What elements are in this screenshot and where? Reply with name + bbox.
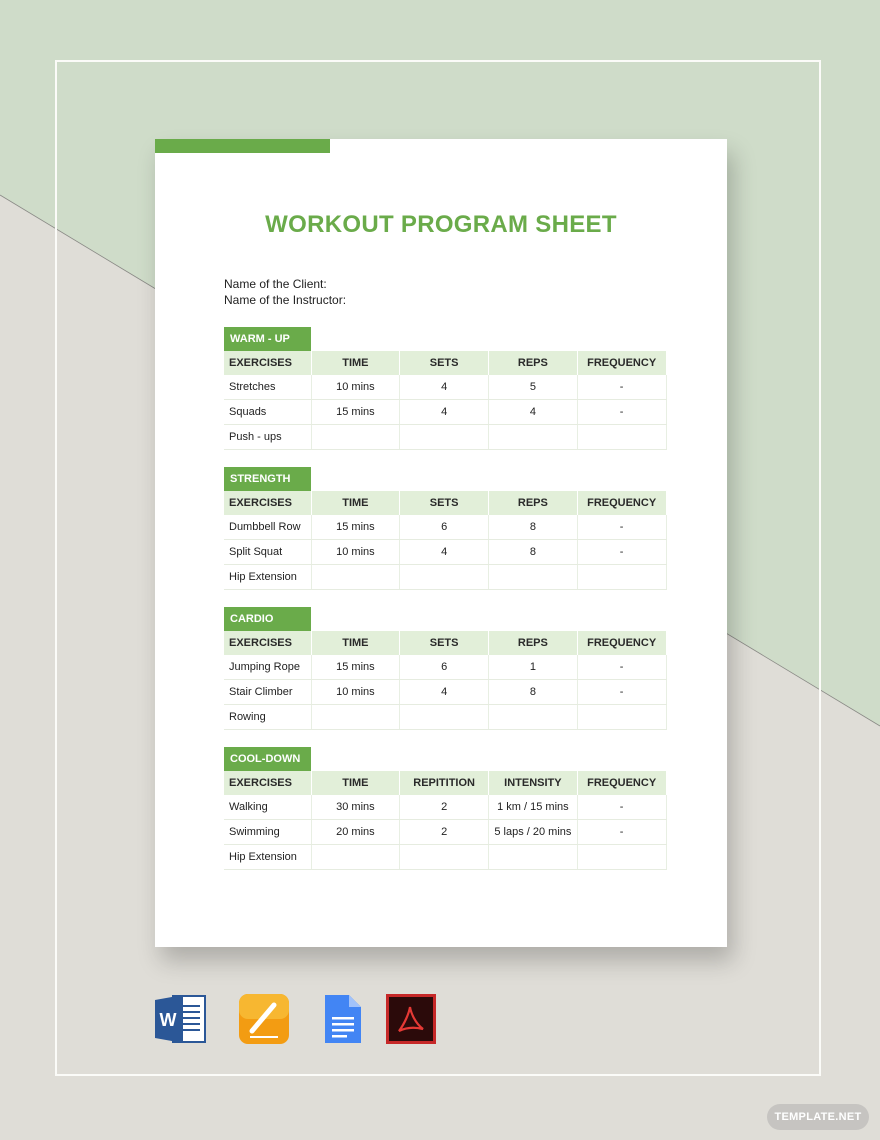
table-cell: 10 mins — [311, 680, 400, 705]
table-cell — [489, 425, 578, 450]
column-header: SETS — [400, 351, 489, 375]
pages-icon[interactable] — [238, 993, 290, 1045]
column-header: REPS — [489, 491, 578, 515]
table-cell: 15 mins — [311, 515, 400, 540]
table-row — [224, 375, 666, 400]
column-header: REPITITION — [400, 771, 489, 795]
table-cell: Hip Extension — [224, 845, 311, 870]
table-cell: Push - ups — [224, 425, 311, 450]
table-cell — [400, 845, 489, 870]
table-cell: - — [577, 795, 666, 820]
table-cell — [577, 705, 666, 730]
exercise-table — [224, 351, 667, 450]
exercise-table — [224, 491, 667, 590]
table-cell — [400, 425, 489, 450]
table-cell: 8 — [489, 680, 578, 705]
column-header: TIME — [311, 771, 400, 795]
accent-bar — [155, 139, 330, 153]
table-cell: - — [577, 515, 666, 540]
column-header: FREQUENCY — [577, 351, 666, 375]
column-header: FREQUENCY — [577, 631, 666, 655]
template-net-badge[interactable]: TEMPLATE.NET — [767, 1104, 869, 1130]
section-2 — [224, 607, 666, 730]
table-cell: 4 — [489, 400, 578, 425]
table-row — [224, 425, 666, 450]
table-cell: 6 — [400, 515, 489, 540]
table-row — [224, 820, 666, 845]
column-header: EXERCISES — [224, 351, 311, 375]
table-cell: Rowing — [224, 705, 311, 730]
column-header: INTENSITY — [489, 771, 578, 795]
table-cell: 4 — [400, 375, 489, 400]
instructor-name-field: Name of the Instructor: — [224, 293, 347, 307]
section-heading: STRENGTH — [224, 467, 311, 491]
word-icon[interactable] — [155, 993, 207, 1045]
client-fields — [224, 276, 346, 308]
table-cell: 15 mins — [311, 400, 400, 425]
table-cell — [311, 565, 400, 590]
table-cell: 4 — [400, 680, 489, 705]
acrobat-pdf-icon[interactable] — [385, 993, 437, 1045]
document-page — [155, 139, 727, 947]
table-cell: Stretches — [224, 375, 311, 400]
table-cell: 15 mins — [311, 655, 400, 680]
exercise-table — [224, 771, 667, 870]
column-header: EXERCISES — [224, 771, 311, 795]
table-row — [224, 795, 666, 820]
table-cell — [311, 425, 400, 450]
column-header: FREQUENCY — [577, 491, 666, 515]
column-header: TIME — [311, 491, 400, 515]
table-row — [224, 515, 666, 540]
table-cell: - — [577, 820, 666, 845]
column-header: TIME — [311, 631, 400, 655]
section-3 — [224, 747, 666, 870]
exercise-table — [224, 631, 667, 730]
section-heading: COOL-DOWN — [224, 747, 311, 771]
client-name-field: Name of the Client: — [224, 277, 327, 291]
column-header: REPS — [489, 631, 578, 655]
google-docs-icon[interactable] — [317, 993, 369, 1045]
column-header: SETS — [400, 491, 489, 515]
table-row — [224, 705, 666, 730]
table-cell: - — [577, 540, 666, 565]
table-cell: 4 — [400, 540, 489, 565]
table-cell: - — [577, 375, 666, 400]
table-cell: Split Squat — [224, 540, 311, 565]
table-cell: 30 mins — [311, 795, 400, 820]
table-header-row — [224, 351, 666, 375]
table-cell: 4 — [400, 400, 489, 425]
table-cell — [311, 705, 400, 730]
table-header-row — [224, 491, 666, 515]
table-cell — [577, 565, 666, 590]
table-cell — [400, 565, 489, 590]
table-cell: 10 mins — [311, 540, 400, 565]
table-cell — [489, 705, 578, 730]
column-header: SETS — [400, 631, 489, 655]
table-cell: 6 — [400, 655, 489, 680]
table-cell: - — [577, 400, 666, 425]
column-header: FREQUENCY — [577, 771, 666, 795]
column-header: EXERCISES — [224, 491, 311, 515]
table-cell — [489, 845, 578, 870]
table-row — [224, 655, 666, 680]
table-cell: - — [577, 680, 666, 705]
table-cell: - — [577, 655, 666, 680]
page-title: WORKOUT PROGRAM SHEET — [265, 211, 617, 238]
section-1 — [224, 467, 666, 590]
table-cell: Dumbbell Row — [224, 515, 311, 540]
table-cell: Stair Climber — [224, 680, 311, 705]
table-row — [224, 540, 666, 565]
table-header-row — [224, 631, 666, 655]
table-row — [224, 400, 666, 425]
table-cell: 5 laps / 20 mins — [489, 820, 578, 845]
column-header: REPS — [489, 351, 578, 375]
table-cell — [311, 845, 400, 870]
table-cell: Jumping Rope — [224, 655, 311, 680]
table-cell: Squads — [224, 400, 311, 425]
table-cell — [577, 425, 666, 450]
section-heading: WARM - UP — [224, 327, 311, 351]
table-cell: 20 mins — [311, 820, 400, 845]
table-cell — [400, 705, 489, 730]
table-cell: Swimming — [224, 820, 311, 845]
table-cell: Hip Extension — [224, 565, 311, 590]
table-cell: 5 — [489, 375, 578, 400]
table-cell — [489, 565, 578, 590]
table-row — [224, 845, 666, 870]
table-cell — [577, 845, 666, 870]
table-row — [224, 565, 666, 590]
table-cell: 8 — [489, 515, 578, 540]
table-cell: 1 — [489, 655, 578, 680]
table-cell: 1 km / 15 mins — [489, 795, 578, 820]
column-header: EXERCISES — [224, 631, 311, 655]
table-cell: 10 mins — [311, 375, 400, 400]
section-0 — [224, 327, 666, 450]
table-row — [224, 680, 666, 705]
table-cell: Walking — [224, 795, 311, 820]
table-header-row — [224, 771, 666, 795]
table-cell: 2 — [400, 820, 489, 845]
svg-text:W: W — [159, 1010, 177, 1030]
table-cell: 2 — [400, 795, 489, 820]
table-cell: 8 — [489, 540, 578, 565]
column-header: TIME — [311, 351, 400, 375]
section-heading: CARDIO — [224, 607, 311, 631]
